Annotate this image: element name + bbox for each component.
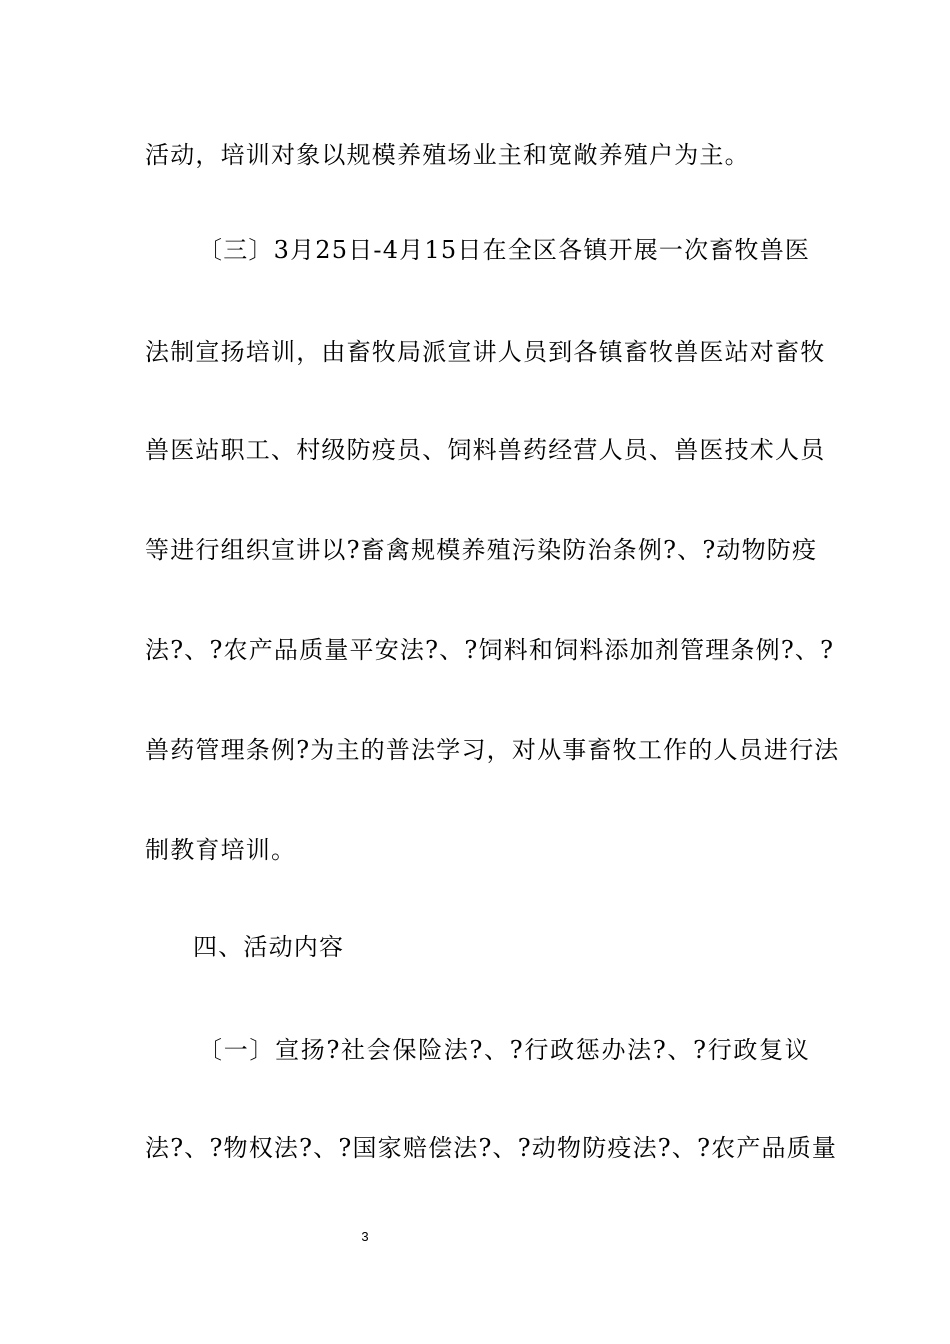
- page-number: 3: [361, 1229, 369, 1244]
- paragraph-line-6: 法?、?农产品质量平安法?、?饲料和饲料添加剂管理条例?、?: [145, 636, 835, 664]
- paragraph-line-2: 〔三〕3月25日-4月15日在全区各镇开展一次畜牧兽医: [198, 236, 811, 264]
- paragraph-line-4: 兽医站职工、村级防疫员、饲料兽药经营人员、兽医技术人员: [145, 436, 826, 464]
- paragraph-line-11: 法?、?物权法?、?国家赔偿法?、?动物防疫法?、?农产品质量: [145, 1134, 838, 1162]
- paragraph-line-5: 等进行组织宣讲以?畜禽规模养殖污染防治条例?、?动物防疫: [145, 536, 818, 564]
- paragraph-line-3: 法制宣扬培训，由畜牧局派宣讲人员到各镇畜牧兽医站对畜牧: [145, 338, 826, 366]
- section-heading: 四、活动内容: [193, 933, 345, 961]
- paragraph-line-10: 〔一〕宣扬?社会保险法?、?行政惩办法?、?行政复议: [198, 1036, 810, 1064]
- paragraph-line-1: 活动，培训对象以规模养殖场业主和宽敞养殖户为主。: [145, 141, 750, 169]
- paragraph-line-7: 兽药管理条例?为主的普法学习，对从事畜牧工作的人员进行法: [145, 736, 840, 764]
- paragraph-line-8: 制教育培训。: [145, 836, 297, 864]
